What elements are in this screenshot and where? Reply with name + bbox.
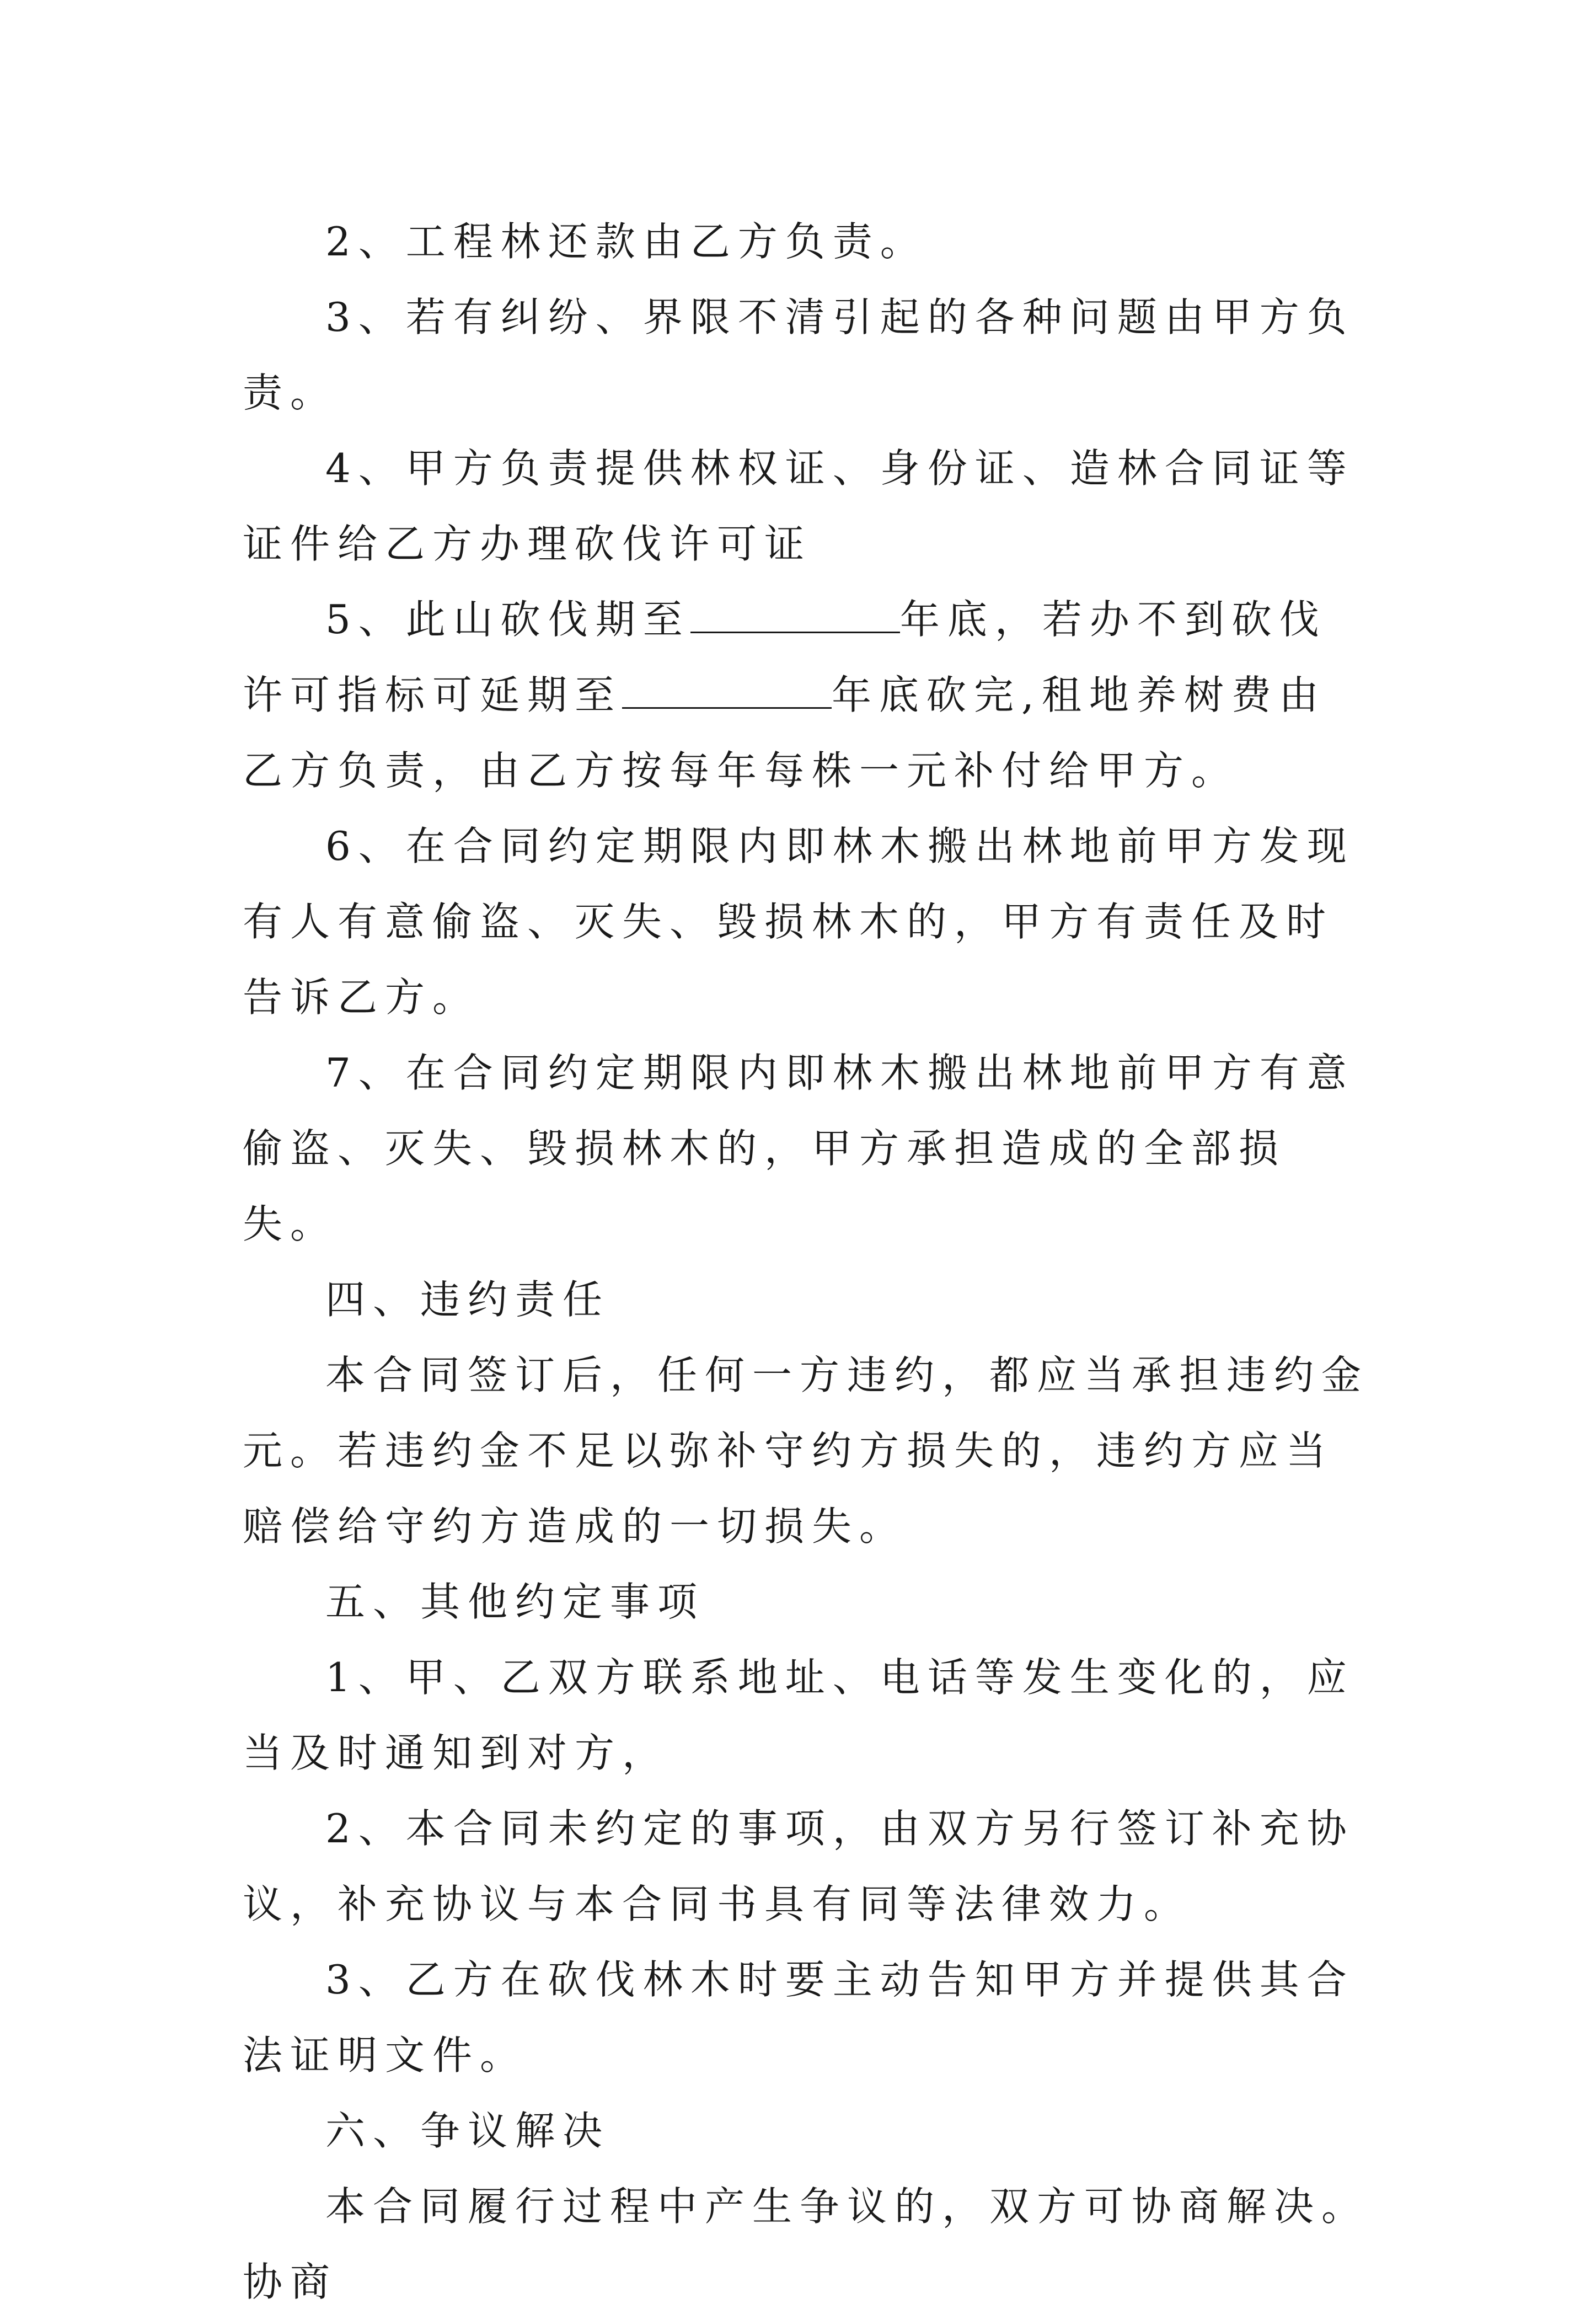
clause-4-certificates: 4、甲方负责提供林权证、身份证、造林合同证等证件给乙方办理砍伐许可证 — [243, 445, 1354, 567]
other-clause-2: 2、本合同未约定的事项，由双方另行签订补充协议，补充协议与本合同书具有同等法律效力。 — [243, 1805, 1354, 1927]
breach-paragraph: 本合同签订后，任何一方违约，都应当承担违约金元。若违约金不足以弥补守约方损失的，违约方应当赔偿给守约方造成的一切损失。 — [243, 1352, 1369, 1549]
clause-3-disputes: 3、若有纠纷、界限不清引起的各种问题由甲方负责。 — [243, 294, 1354, 416]
year-blank-1 — [690, 598, 900, 633]
section-heading-other: 五、其他约定事项 — [325, 1579, 705, 1625]
dispute-paragraph: 本合同履行过程中产生争议的，双方可协商解决。协商 — [243, 2183, 1369, 2305]
document-body — [243, 204, 1373, 2320]
clause-6-notify-theft: 6、在合同约定期限内即林木搬出林地前甲方发现有人有意偷盗、灭失、毁损林木的，甲方有责任及时告诉乙方。 — [243, 823, 1354, 1020]
clause-5-logging-period — [243, 582, 1373, 809]
clause-2-loan-repayment: 2、工程林还款由乙方负责。 — [325, 218, 928, 265]
other-clause-3: 3、乙方在砍伐林木时要主动告知甲方并提供其合法证明文件。 — [243, 1957, 1354, 2078]
year-blank-2 — [622, 674, 832, 709]
clause-5-text-1: 5、此山砍伐期至 — [325, 596, 690, 643]
section-heading-dispute: 六、争议解决 — [325, 2108, 610, 2154]
clause-5-text-2: 年底，若办不到砍伐许可指标可延期至 — [243, 596, 1327, 718]
other-clause-1: 1、甲、乙双方联系地址、电话等发生变化的，应当及时通知到对方， — [243, 1654, 1354, 1776]
clause-7-liability: 7、在合同约定期限内即林木搬出林地前甲方有意偷盗、灭失、毁损林木的，甲方承担造成的全部损失。 — [243, 1050, 1354, 1247]
section-heading-breach: 四、违约责任 — [325, 1276, 610, 1323]
clause-5-text-3: 年底砍完,租地养树费由乙方负责，由乙方按每年每株一元补付给甲方。 — [243, 672, 1326, 794]
